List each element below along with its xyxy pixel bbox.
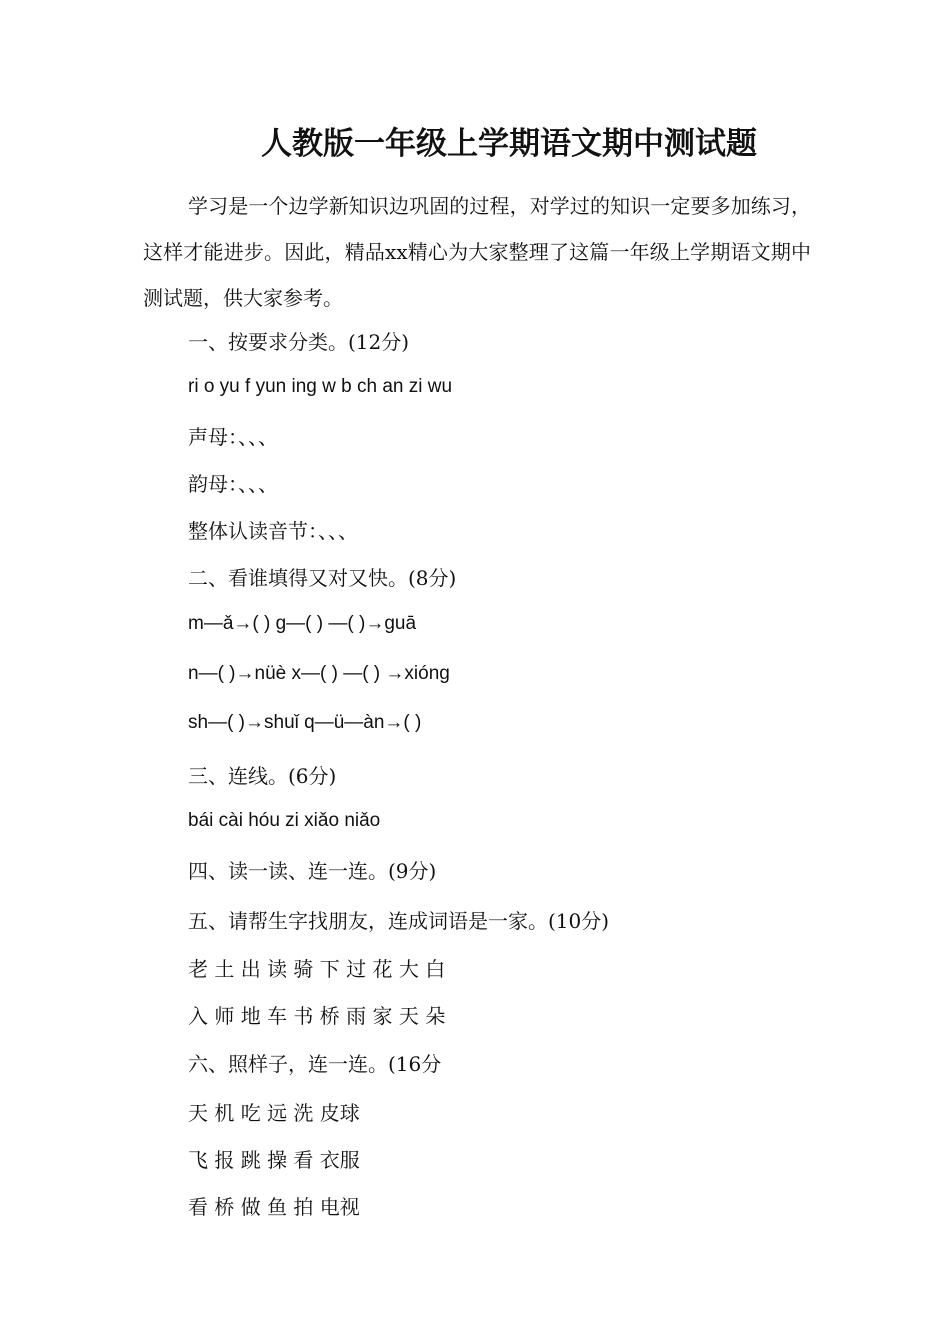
section-6-heading: 六、照样子，连一连。(16分	[188, 1052, 442, 1076]
section-5-heading: 五、请帮生字找朋友，连成词语是一家。(10分)	[188, 909, 610, 933]
section-1-pinyin: ri o yu f yun ing w b ch an zi wu	[188, 376, 453, 397]
section-6-row-3: 看 桥 做 鱼 拍 电视	[188, 1195, 360, 1219]
section-5-row-1: 老 土 出 读 骑 下 过 花 大 白	[188, 957, 446, 981]
intro-paragraph: 学习是一个边学新知识边巩固的过程，对学过的知识一定要多加练习，这样才能进步。因此，精品xx精心为大家整理了这篇一年级上学期语文期中测试题，供大家参考。	[143, 194, 811, 310]
section-5-row-2: 入 师 地 车 书 桥 雨 家 天 朵	[188, 1004, 446, 1028]
section-1-shengmu: 声母：、、、	[188, 425, 278, 449]
section-2-heading: 二、看谁填得又对又快。(8分)	[188, 566, 457, 590]
section-6-row-2: 飞 报 跳 操 看 衣服	[188, 1148, 360, 1172]
section-2-line-1: m—ǎ→( ) g—( ) —( )→guā	[188, 613, 417, 634]
section-2-line-2: n—( )→nüè x—( ) —( ) →xióng	[188, 663, 450, 684]
section-3-pinyin: bái cài hóu zi xiǎo niǎo	[188, 810, 381, 831]
section-1-zhengti: 整体认读音节：、、、	[188, 519, 358, 543]
section-2-line-3: sh—( )→shuǐ q—ü—àn→( )	[188, 712, 422, 733]
section-3-heading: 三、连线。(6分)	[188, 764, 337, 788]
section-4-heading: 四、读一读、连一连。(9分)	[188, 859, 437, 883]
section-6-row-1: 天 机 吃 远 洗 皮球	[188, 1101, 360, 1125]
page-title: 人教版一年级上学期语文期中测试题	[261, 126, 757, 162]
section-1-heading: 一、按要求分类。(12分)	[188, 330, 410, 354]
section-1-yunmu: 韵母：、、、	[188, 472, 278, 496]
